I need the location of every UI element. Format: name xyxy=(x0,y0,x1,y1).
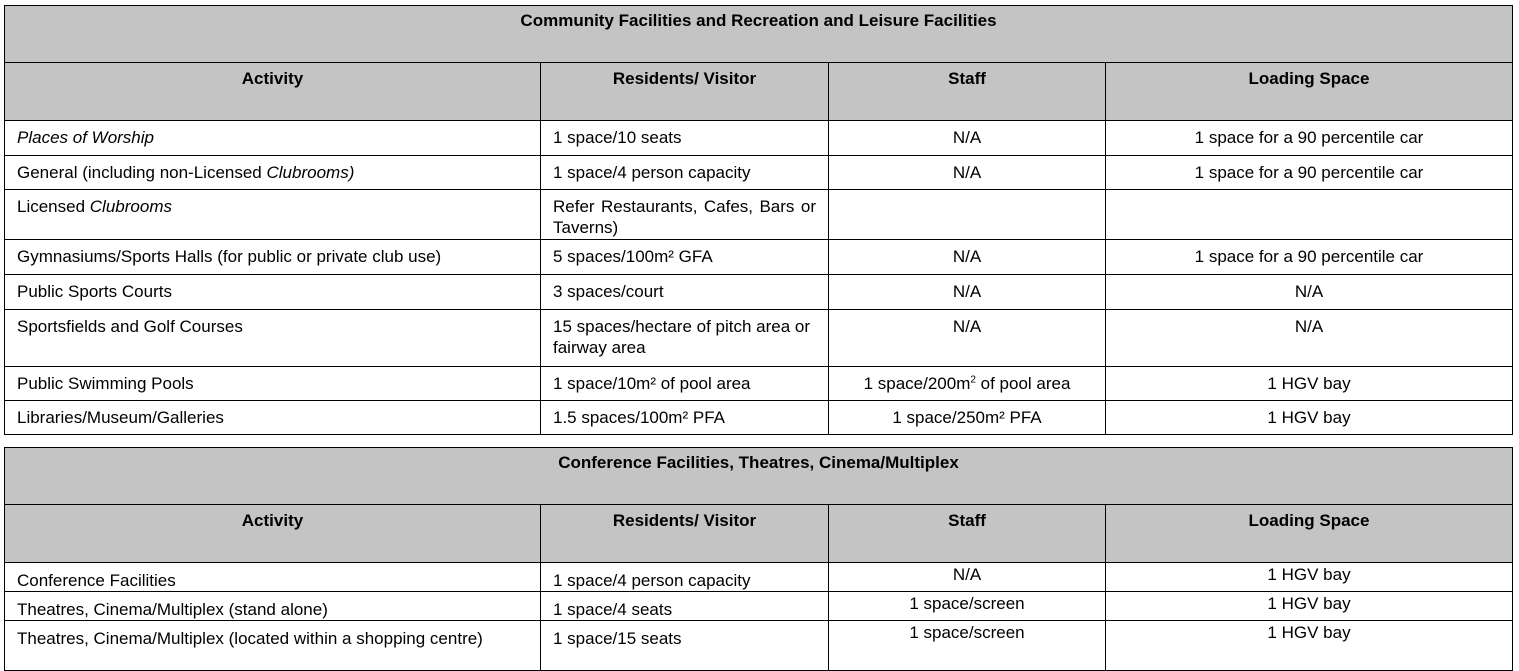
table-row xyxy=(5,401,1513,435)
residents-cell: 3 spaces/court xyxy=(541,275,829,310)
activity-text: Licensed xyxy=(17,197,90,216)
table-row xyxy=(5,310,1513,367)
residents-cell: 1 space/10 seats xyxy=(541,121,829,156)
activity-cell: Theatres, Cinema/Multiplex (located within a shopping centre) xyxy=(5,621,541,671)
header-residents-visitor: Residents/ Visitor xyxy=(541,505,829,563)
header-staff: Staff xyxy=(829,63,1106,121)
staff-text-suffix: of pool area xyxy=(975,374,1071,393)
residents-cell: 1 space/4 person capacity xyxy=(541,156,829,190)
loading-cell: N/A xyxy=(1106,275,1513,310)
table-row xyxy=(5,190,1513,240)
table-title-row xyxy=(5,6,1513,63)
residents-cell: 5 spaces/100m² GFA xyxy=(541,240,829,275)
header-activity: Activity xyxy=(5,63,541,121)
activity-cell: Gymnasiums/Sports Halls (for public or private club use) xyxy=(5,240,541,275)
header-row xyxy=(5,505,1513,563)
conference-facilities-table xyxy=(4,447,1513,671)
staff-cell: 1 space/250m² PFA xyxy=(829,401,1106,435)
header-loading-space: Loading Space xyxy=(1106,505,1513,563)
header-residents-visitor: Residents/ Visitor xyxy=(541,63,829,121)
loading-cell: 1 HGV bay xyxy=(1106,621,1513,671)
activity-italic-text: Places of Worship xyxy=(17,128,154,147)
staff-cell: 1 space/screen xyxy=(829,621,1106,671)
residents-cell: 1 space/15 seats xyxy=(541,621,829,671)
loading-cell: 1 space for a 90 percentile car xyxy=(1106,156,1513,190)
table-title: Community Facilities and Recreation and Leisure Facilities xyxy=(5,6,1513,63)
table-row xyxy=(5,563,1513,592)
residents-cell: 1 space/10m² of pool area xyxy=(541,367,829,401)
table-title: Conference Facilities, Theatres, Cinema/Multiplex xyxy=(5,448,1513,505)
staff-cell: N/A xyxy=(829,563,1106,592)
staff-text: 1 space/200m xyxy=(863,374,971,393)
activity-cell: Sportsfields and Golf Courses xyxy=(5,310,541,367)
activity-italic-text: Clubrooms) xyxy=(266,163,355,182)
activity-cell xyxy=(5,121,541,156)
residents-cell: 15 spaces/hectare of pitch area or fairway area xyxy=(541,310,829,367)
staff-cell xyxy=(829,190,1106,240)
staff-cell xyxy=(829,367,1106,401)
header-loading-space: Loading Space xyxy=(1106,63,1513,121)
loading-cell: N/A xyxy=(1106,310,1513,367)
loading-cell: 1 space for a 90 percentile car xyxy=(1106,240,1513,275)
activity-cell: Public Swimming Pools xyxy=(5,367,541,401)
table-row xyxy=(5,275,1513,310)
loading-cell: 1 space for a 90 percentile car xyxy=(1106,121,1513,156)
table-title-row xyxy=(5,448,1513,505)
header-row xyxy=(5,63,1513,121)
loading-cell: 1 HGV bay xyxy=(1106,367,1513,401)
activity-cell: Conference Facilities xyxy=(5,563,541,592)
activity-cell: Libraries/Museum/Galleries xyxy=(5,401,541,435)
loading-cell: 1 HGV bay xyxy=(1106,563,1513,592)
staff-cell: N/A xyxy=(829,156,1106,190)
table-row xyxy=(5,367,1513,401)
activity-cell xyxy=(5,190,541,240)
staff-cell: 1 space/screen xyxy=(829,592,1106,621)
header-activity: Activity xyxy=(5,505,541,563)
table-row xyxy=(5,121,1513,156)
activity-cell: Public Sports Courts xyxy=(5,275,541,310)
staff-cell: N/A xyxy=(829,275,1106,310)
activity-text: General (including non-Licensed xyxy=(17,163,267,182)
header-staff: Staff xyxy=(829,505,1106,563)
activity-cell xyxy=(5,156,541,190)
loading-cell: 1 HGV bay xyxy=(1106,592,1513,621)
residents-cell: 1 space/4 person capacity xyxy=(541,563,829,592)
activity-cell: Theatres, Cinema/Multiplex (stand alone) xyxy=(5,592,541,621)
loading-cell xyxy=(1106,190,1513,240)
community-facilities-table xyxy=(4,5,1513,435)
residents-cell: 1 space/4 seats xyxy=(541,592,829,621)
staff-cell: N/A xyxy=(829,240,1106,275)
activity-italic-text: Clubrooms xyxy=(89,197,172,216)
table-row xyxy=(5,156,1513,190)
table-row xyxy=(5,621,1513,671)
table-row xyxy=(5,240,1513,275)
residents-cell: Refer Restaurants, Cafes, Bars or Taverns) xyxy=(541,190,829,240)
superscript: 2 xyxy=(970,374,976,386)
residents-cell: 1.5 spaces/100m² PFA xyxy=(541,401,829,435)
loading-cell: 1 HGV bay xyxy=(1106,401,1513,435)
staff-cell: N/A xyxy=(829,121,1106,156)
table-row xyxy=(5,592,1513,621)
staff-cell: N/A xyxy=(829,310,1106,367)
